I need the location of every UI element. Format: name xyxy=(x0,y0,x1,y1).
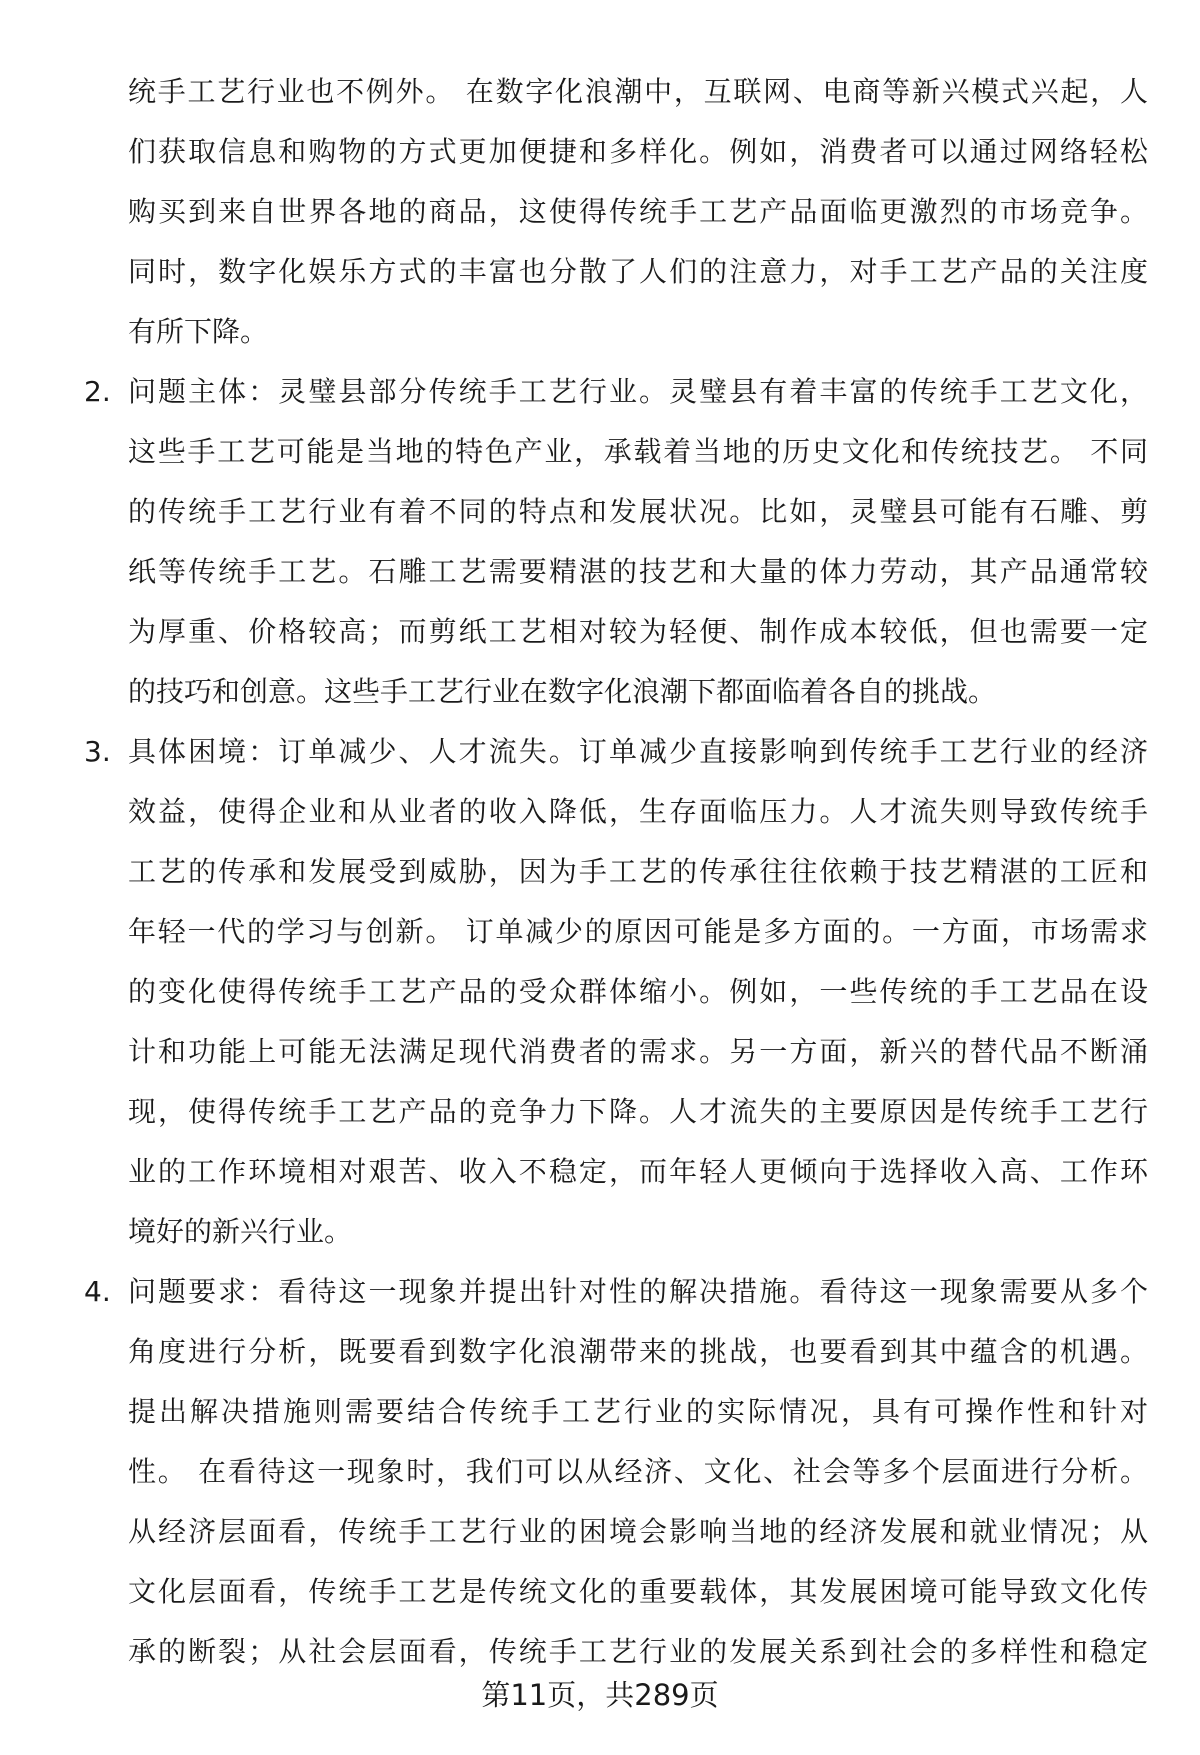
paragraph-text: 从经济层面看，传统手工艺行业的困境会影响当地的经济发展和就业情况；从 xyxy=(128,1515,1148,1548)
list-number: 3. xyxy=(84,735,111,768)
text-line xyxy=(0,782,1200,842)
text-line xyxy=(0,602,1200,662)
paragraph-text: 计和功能上可能无法满足现代消费者的需求。另一方面，新兴的替代品不断涌 xyxy=(128,1035,1148,1068)
paragraph-text: 同时，数字化娱乐方式的丰富也分散了人们的注意力，对手工艺产品的关注度 xyxy=(128,255,1148,288)
text-line xyxy=(0,242,1200,302)
page-number: 第11页，共289页 xyxy=(481,1678,719,1712)
paragraph-text: 有所下降。 xyxy=(128,315,269,348)
text-line xyxy=(0,1142,1200,1202)
text-line xyxy=(0,1262,1200,1322)
paragraph-text: 境好的新兴行业。 xyxy=(128,1215,353,1248)
paragraph-text: 工艺的传承和发展受到威胁，因为手工艺的传承往往依赖于技艺精湛的工匠和 xyxy=(128,855,1148,888)
text-line xyxy=(0,1322,1200,1382)
text-line xyxy=(0,662,1200,722)
paragraph-text: 的变化使得传统手工艺产品的受众群体缩小。例如，一些传统的手工艺品在设 xyxy=(128,975,1148,1008)
paragraph-text: 购买到来自世界各地的商品，这使得传统手工艺产品面临更激烈的市场竞争。 xyxy=(128,195,1148,228)
paragraph-text: 问题主体：灵璧县部分传统手工艺行业。灵璧县有着丰富的传统手工艺文化， xyxy=(128,375,1148,408)
text-line xyxy=(0,182,1200,242)
text-line xyxy=(0,362,1200,422)
text-line xyxy=(0,1202,1200,1262)
paragraph-text: 文化层面看，传统手工艺是传统文化的重要载体，其发展困境可能导致文化传 xyxy=(128,1575,1148,1608)
paragraph-text: 角度进行分析，既要看到数字化浪潮带来的挑战，也要看到其中蕴含的机遇。 xyxy=(128,1335,1148,1368)
paragraph-text: 具体困境：订单减少、人才流失。订单减少直接影响到传统手工艺行业的经济 xyxy=(128,735,1148,768)
text-line xyxy=(0,1022,1200,1082)
paragraph-text: 的传统手工艺行业有着不同的特点和发展状况。比如，灵璧县可能有石雕、剪 xyxy=(128,495,1148,528)
list-number: 4. xyxy=(84,1275,111,1308)
text-line xyxy=(0,722,1200,782)
text-line xyxy=(0,122,1200,182)
paragraph-text: 们获取信息和购物的方式更加便捷和多样化。例如，消费者可以通过网络轻松 xyxy=(128,135,1148,168)
paragraph-text: 问题要求：看待这一现象并提出针对性的解决措施。看待这一现象需要从多个 xyxy=(128,1275,1148,1308)
text-line xyxy=(0,962,1200,1022)
text-line xyxy=(0,1382,1200,1442)
text-line xyxy=(0,902,1200,962)
list-number: 2. xyxy=(84,375,111,408)
text-line xyxy=(0,1562,1200,1622)
paragraph-text: 这些手工艺可能是当地的特色产业，承载着当地的历史文化和传统技艺。 不同 xyxy=(128,435,1148,468)
paragraph-text: 性。 在看待这一现象时，我们可以从经济、文化、社会等多个层面进行分析。 xyxy=(128,1455,1148,1488)
text-line xyxy=(0,842,1200,902)
text-line xyxy=(0,1082,1200,1142)
text-line xyxy=(0,1442,1200,1502)
text-line xyxy=(0,422,1200,482)
paragraph-text: 承的断裂；从社会层面看，传统手工艺行业的发展关系到社会的多样性和稳定 xyxy=(128,1635,1148,1668)
document-body xyxy=(0,62,1200,1682)
paragraph-text: 为厚重、价格较高；而剪纸工艺相对较为轻便、制作成本较低，但也需要一定 xyxy=(128,615,1148,648)
text-line xyxy=(0,62,1200,122)
paragraph-text: 提出解决措施则需要结合传统手工艺行业的实际情况，具有可操作性和针对 xyxy=(128,1395,1148,1428)
paragraph-text: 的技巧和创意。这些手工艺行业在数字化浪潮下都面临着各自的挑战。 xyxy=(128,675,997,708)
text-line xyxy=(0,542,1200,602)
paragraph-text: 纸等传统手工艺。石雕工艺需要精湛的技艺和大量的体力劳动，其产品通常较 xyxy=(128,555,1148,588)
paragraph-text: 现，使得传统手工艺产品的竞争力下降。人才流失的主要原因是传统手工艺行 xyxy=(128,1095,1148,1128)
text-line xyxy=(0,1502,1200,1562)
text-line xyxy=(0,302,1200,362)
paragraph-text: 年轻一代的学习与创新。 订单减少的原因可能是多方面的。一方面，市场需求 xyxy=(128,915,1148,948)
paragraph-text: 统手工艺行业也不例外。 在数字化浪潮中，互联网、电商等新兴模式兴起，人 xyxy=(128,75,1148,108)
paragraph-text: 业的工作环境相对艰苦、收入不稳定，而年轻人更倾向于选择收入高、工作环 xyxy=(128,1155,1148,1188)
paragraph-text: 效益，使得企业和从业者的收入降低，生存面临压力。人才流失则导致传统手 xyxy=(128,795,1148,828)
text-line xyxy=(0,482,1200,542)
